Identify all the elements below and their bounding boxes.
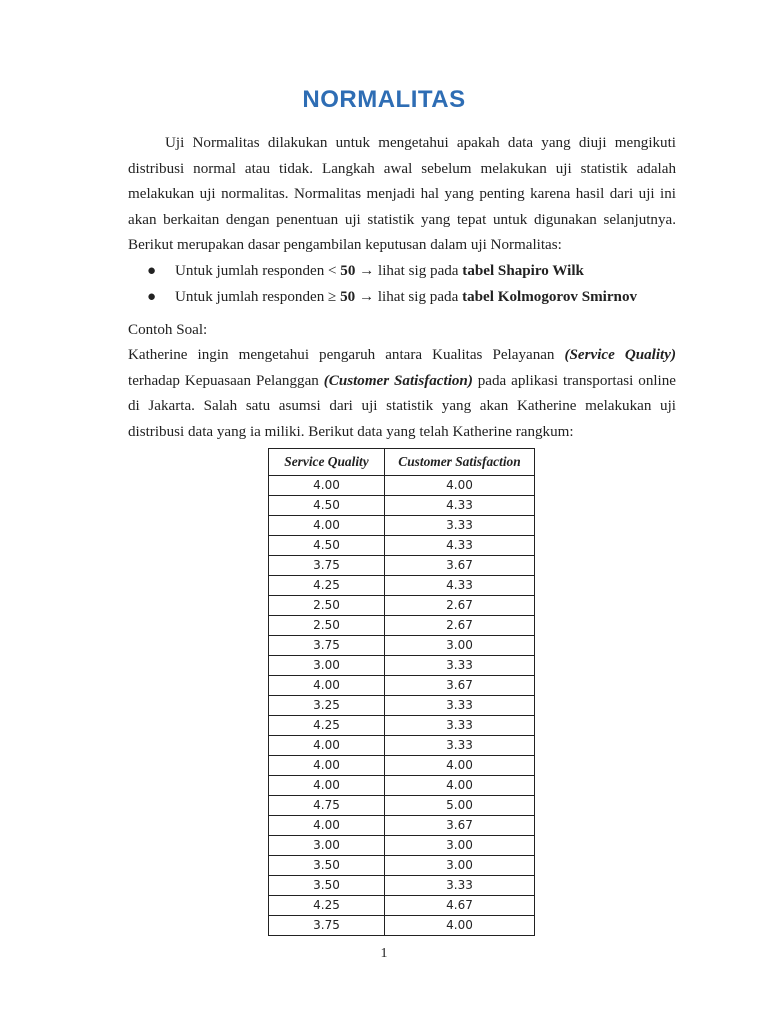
customer-satisfaction-cell: 3.00 xyxy=(385,856,535,876)
list-item xyxy=(128,258,688,284)
service-quality-cell: 4.00 xyxy=(269,516,385,536)
customer-satisfaction-cell: 3.67 xyxy=(385,556,535,576)
service-quality-cell: 4.00 xyxy=(269,776,385,796)
service-quality-cell: 4.25 xyxy=(269,896,385,916)
service-quality-cell: 3.75 xyxy=(269,636,385,656)
service-quality-cell: 3.50 xyxy=(269,856,385,876)
customer-satisfaction-cell: 3.67 xyxy=(385,816,535,836)
service-quality-cell: 3.00 xyxy=(269,836,385,856)
customer-satisfaction-cell: 3.00 xyxy=(385,836,535,856)
service-quality-term: (Service Quality) xyxy=(564,347,676,363)
rule-test: tabel Kolmogorov Smirnov xyxy=(462,289,638,305)
column-header-service-quality: Service Quality xyxy=(269,449,385,476)
problem-text-2: terhadap Kepuasaan Pelanggan xyxy=(128,372,324,389)
problem-paragraph xyxy=(128,343,676,445)
table-row xyxy=(269,856,535,876)
service-quality-cell: 4.50 xyxy=(269,496,385,516)
customer-satisfaction-cell: 3.33 xyxy=(385,696,535,716)
customer-satisfaction-cell: 2.67 xyxy=(385,616,535,636)
customer-satisfaction-cell: 4.00 xyxy=(385,756,535,776)
rule-mid: lihat sig pada xyxy=(378,263,463,279)
service-quality-cell: 4.00 xyxy=(269,676,385,696)
arrow-icon: → xyxy=(355,263,379,279)
table-row xyxy=(269,656,535,676)
table-row xyxy=(269,696,535,716)
customer-satisfaction-cell: 4.33 xyxy=(385,496,535,516)
table-row xyxy=(269,816,535,836)
customer-satisfaction-cell: 4.00 xyxy=(385,476,535,496)
table-row xyxy=(269,916,535,936)
service-quality-cell: 4.50 xyxy=(269,536,385,556)
table-row xyxy=(269,516,535,536)
customer-satisfaction-cell: 3.33 xyxy=(385,736,535,756)
table-header-row xyxy=(269,449,535,476)
customer-satisfaction-cell: 3.33 xyxy=(385,516,535,536)
table-row xyxy=(269,576,535,596)
service-quality-cell: 3.50 xyxy=(269,876,385,896)
table-row xyxy=(269,736,535,756)
customer-satisfaction-cell: 3.33 xyxy=(385,876,535,896)
service-quality-cell: 3.75 xyxy=(269,556,385,576)
service-quality-cell: 4.75 xyxy=(269,796,385,816)
table-row xyxy=(269,596,535,616)
intro-paragraph: Uji Normalitas dilakukan untuk mengetahui apakah data yang diuji mengikuti distribusi normal atau tidak. Langkah awal sebelum melakukan uji statistik adalah melakukan uji normalitas. Normalitas menjadi hal yang penting karena hasil dari uji ini akan berkaitan dengan penentuan uji statistik yang tepat untuk digunakan selanjutnya. Berikut merupakan dasar pengambilan keputusan dalam uji Normalitas: xyxy=(128,135,676,253)
service-quality-cell: 4.00 xyxy=(269,476,385,496)
table-row xyxy=(269,836,535,856)
customer-satisfaction-cell: 4.00 xyxy=(385,916,535,936)
page-number: 1 xyxy=(380,946,388,961)
service-quality-cell: 2.50 xyxy=(269,596,385,616)
rule-mid: lihat sig pada xyxy=(377,289,463,305)
data-table xyxy=(268,448,535,936)
customer-satisfaction-cell: 4.00 xyxy=(385,776,535,796)
service-quality-cell: 4.25 xyxy=(269,716,385,736)
service-quality-cell: 4.00 xyxy=(269,756,385,776)
service-quality-cell: 3.00 xyxy=(269,656,385,676)
table-row xyxy=(269,776,535,796)
rule-threshold: 50 xyxy=(340,263,356,279)
customer-satisfaction-cell: 3.00 xyxy=(385,636,535,656)
table-body xyxy=(269,476,535,936)
rule-prefix: Untuk jumlah responden < xyxy=(175,263,341,279)
customer-satisfaction-cell: 3.33 xyxy=(385,716,535,736)
table-row xyxy=(269,676,535,696)
table-row xyxy=(269,876,535,896)
problem-text-1: Katherine ingin mengetahui pengaruh antara Kualitas Pelayanan xyxy=(128,347,565,363)
table-row xyxy=(269,636,535,656)
bullet-icon: ● xyxy=(147,289,157,305)
customer-satisfaction-cell: 2.67 xyxy=(385,596,535,616)
decision-rules-list xyxy=(128,258,688,310)
service-quality-cell: 3.75 xyxy=(269,916,385,936)
arrow-icon: → xyxy=(355,289,378,305)
bullet-icon: ● xyxy=(147,263,157,279)
table-row xyxy=(269,896,535,916)
customer-satisfaction-cell: 4.33 xyxy=(385,536,535,556)
table-row xyxy=(269,756,535,776)
example-label: Contoh Soal: xyxy=(128,322,208,338)
table-row xyxy=(269,616,535,636)
customer-satisfaction-term: (Customer Satisfaction) xyxy=(323,372,473,389)
service-quality-cell: 4.00 xyxy=(269,816,385,836)
service-quality-cell: 3.25 xyxy=(269,696,385,716)
customer-satisfaction-cell: 4.33 xyxy=(385,576,535,596)
service-quality-cell: 4.25 xyxy=(269,576,385,596)
table-row xyxy=(269,476,535,496)
customer-satisfaction-cell: 3.33 xyxy=(385,656,535,676)
list-item xyxy=(128,284,688,310)
table-row xyxy=(269,496,535,516)
problem-text-3: pada aplikasi transportasi online di Jakarta. Salah satu asumsi dari uji statistik yang akan Katherine melakukan uji distribusi data yang ia miliki. Berikut data yang telah Katherine rangkum: xyxy=(128,372,676,440)
service-quality-cell: 2.50 xyxy=(269,616,385,636)
rule-threshold: 50 xyxy=(340,289,356,305)
customer-satisfaction-cell: 4.67 xyxy=(385,896,535,916)
customer-satisfaction-cell: 5.00 xyxy=(385,796,535,816)
customer-satisfaction-cell: 3.67 xyxy=(385,676,535,696)
service-quality-cell: 4.00 xyxy=(269,736,385,756)
table-row xyxy=(269,556,535,576)
table-row xyxy=(269,536,535,556)
table-row xyxy=(269,716,535,736)
page-title: NORMALITAS xyxy=(302,86,466,113)
column-header-customer-satisfaction: Customer Satisfaction xyxy=(385,449,535,476)
table-row xyxy=(269,796,535,816)
rule-test: tabel Shapiro Wilk xyxy=(462,263,584,279)
rule-prefix: Untuk jumlah responden ≥ xyxy=(175,289,341,305)
